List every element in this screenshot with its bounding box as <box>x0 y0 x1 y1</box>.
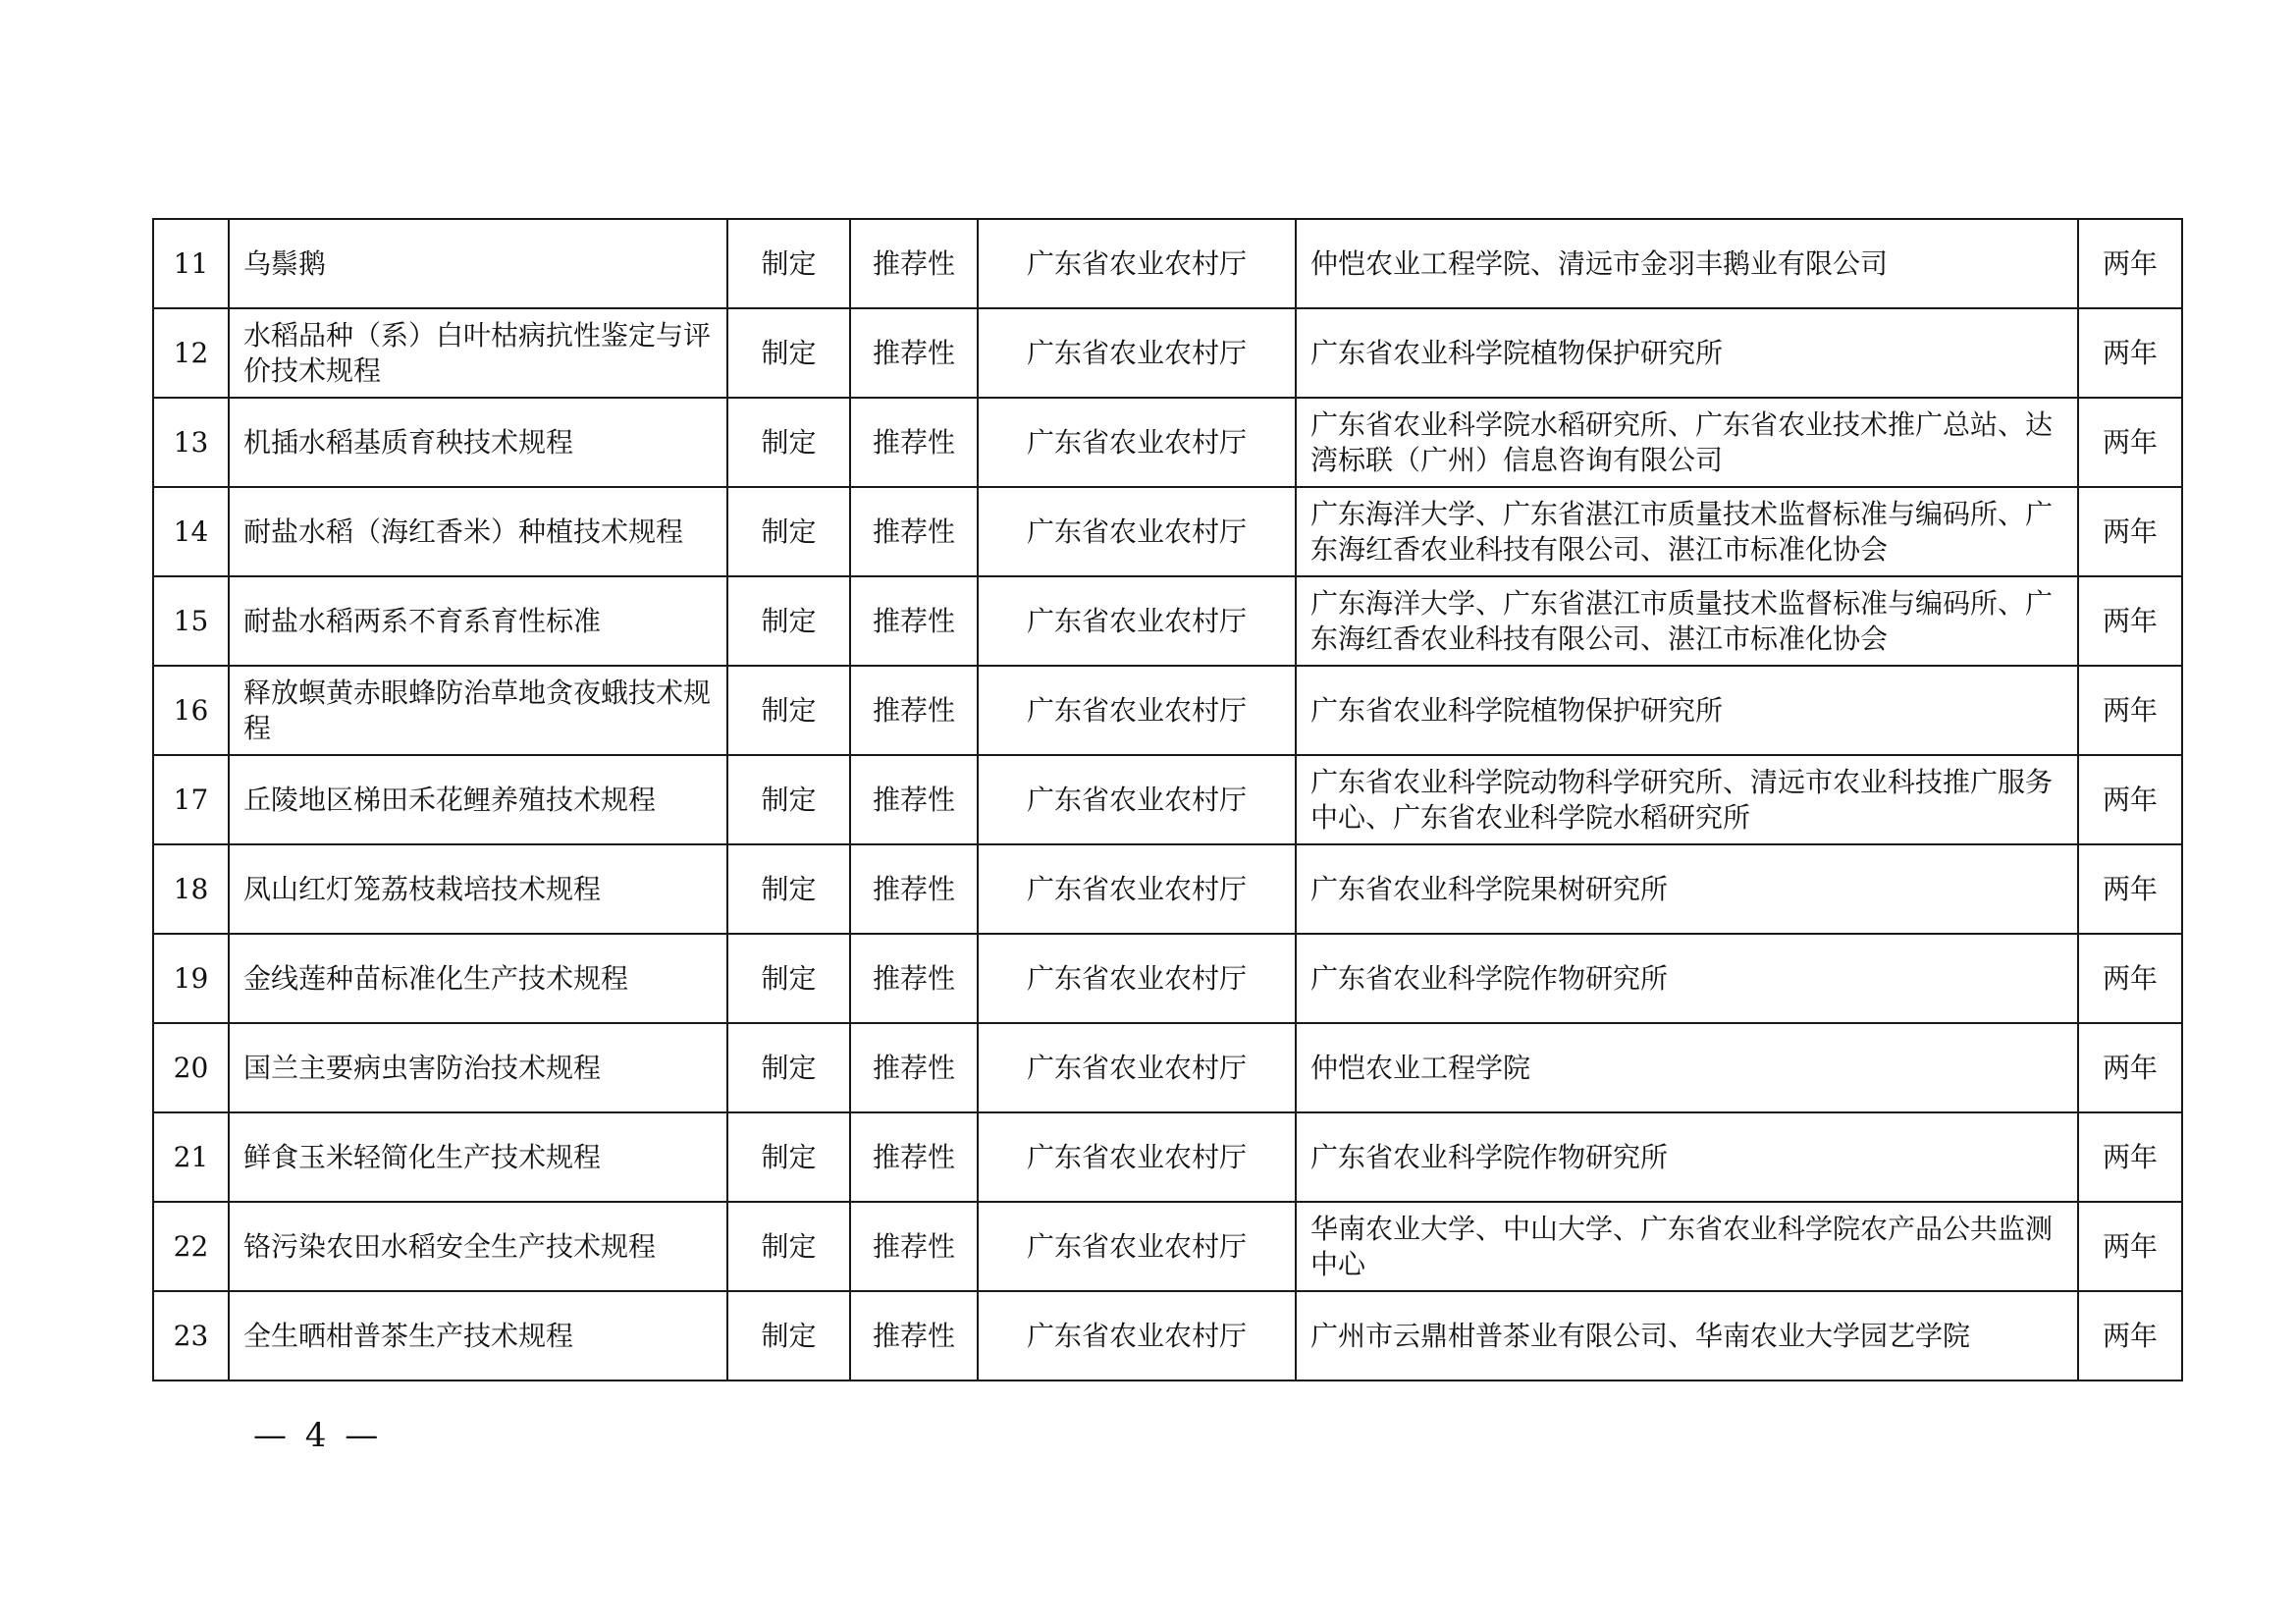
cell-department: 广东省农业农村厅 <box>978 755 1296 844</box>
table-row <box>153 487 2182 576</box>
cell-number: 22 <box>153 1202 229 1291</box>
cell-department: 广东省农业农村厅 <box>978 1202 1296 1291</box>
table-row <box>153 398 2182 487</box>
cell-number: 17 <box>153 755 229 844</box>
cell-period: 两年 <box>2078 576 2182 666</box>
cell-period: 两年 <box>2078 308 2182 398</box>
cell-project-type: 制定 <box>727 1023 850 1112</box>
table-row <box>153 1112 2182 1202</box>
cell-department: 广东省农业农村厅 <box>978 1023 1296 1112</box>
cell-department: 广东省农业农村厅 <box>978 576 1296 666</box>
cell-standard-name: 全生晒柑普茶生产技术规程 <box>229 1291 727 1380</box>
standards-table <box>152 218 2183 1381</box>
cell-project-type: 制定 <box>727 934 850 1023</box>
cell-nature: 推荐性 <box>850 219 978 308</box>
cell-nature: 推荐性 <box>850 844 978 934</box>
table-row <box>153 755 2182 844</box>
cell-drafting-units: 广东省农业科学院作物研究所 <box>1296 934 2078 1023</box>
cell-department: 广东省农业农村厅 <box>978 398 1296 487</box>
cell-drafting-units: 华南农业大学、中山大学、广东省农业科学院农产品公共监测中心 <box>1296 1202 2078 1291</box>
cell-nature: 推荐性 <box>850 487 978 576</box>
cell-project-type: 制定 <box>727 755 850 844</box>
cell-period: 两年 <box>2078 844 2182 934</box>
cell-period: 两年 <box>2078 398 2182 487</box>
cell-standard-name: 金线莲种苗标准化生产技术规程 <box>229 934 727 1023</box>
cell-project-type: 制定 <box>727 308 850 398</box>
cell-standard-name: 水稻品种（系）白叶枯病抗性鉴定与评价技术规程 <box>229 308 727 398</box>
cell-project-type: 制定 <box>727 1291 850 1380</box>
cell-project-type: 制定 <box>727 398 850 487</box>
cell-standard-name: 凤山红灯笼荔枝栽培技术规程 <box>229 844 727 934</box>
cell-standard-name: 耐盐水稻（海红香米）种植技术规程 <box>229 487 727 576</box>
cell-project-type: 制定 <box>727 844 850 934</box>
table-row <box>153 1291 2182 1380</box>
cell-department: 广东省农业农村厅 <box>978 1112 1296 1202</box>
cell-drafting-units: 仲恺农业工程学院、清远市金羽丰鹅业有限公司 <box>1296 219 2078 308</box>
cell-drafting-units: 广东省农业科学院果树研究所 <box>1296 844 2078 934</box>
table-body <box>153 219 2182 1380</box>
cell-number: 12 <box>153 308 229 398</box>
cell-standard-name: 乌鬃鹅 <box>229 219 727 308</box>
cell-project-type: 制定 <box>727 576 850 666</box>
cell-nature: 推荐性 <box>850 1112 978 1202</box>
cell-project-type: 制定 <box>727 219 850 308</box>
cell-number: 23 <box>153 1291 229 1380</box>
cell-nature: 推荐性 <box>850 1291 978 1380</box>
cell-nature: 推荐性 <box>850 1202 978 1291</box>
cell-nature: 推荐性 <box>850 1023 978 1112</box>
cell-department: 广东省农业农村厅 <box>978 1291 1296 1380</box>
cell-nature: 推荐性 <box>850 576 978 666</box>
cell-standard-name: 释放螟黄赤眼蜂防治草地贪夜蛾技术规程 <box>229 666 727 755</box>
cell-number: 15 <box>153 576 229 666</box>
table-row <box>153 219 2182 308</box>
cell-department: 广东省农业农村厅 <box>978 219 1296 308</box>
cell-standard-name: 耐盐水稻两系不育系育性标准 <box>229 576 727 666</box>
cell-period: 两年 <box>2078 755 2182 844</box>
cell-drafting-units: 仲恺农业工程学院 <box>1296 1023 2078 1112</box>
cell-project-type: 制定 <box>727 666 850 755</box>
cell-nature: 推荐性 <box>850 755 978 844</box>
table-row <box>153 576 2182 666</box>
cell-drafting-units: 广东海洋大学、广东省湛江市质量技术监督标准与编码所、广东海红香农业科技有限公司、湛江市标准化协会 <box>1296 576 2078 666</box>
cell-period: 两年 <box>2078 934 2182 1023</box>
cell-period: 两年 <box>2078 1112 2182 1202</box>
cell-number: 18 <box>153 844 229 934</box>
cell-department: 广东省农业农村厅 <box>978 844 1296 934</box>
cell-number: 14 <box>153 487 229 576</box>
cell-nature: 推荐性 <box>850 934 978 1023</box>
cell-department: 广东省农业农村厅 <box>978 934 1296 1023</box>
table-row <box>153 934 2182 1023</box>
page-number: — 4 — <box>253 1416 383 1455</box>
cell-period: 两年 <box>2078 1202 2182 1291</box>
cell-number: 20 <box>153 1023 229 1112</box>
cell-period: 两年 <box>2078 487 2182 576</box>
cell-standard-name: 机插水稻基质育秧技术规程 <box>229 398 727 487</box>
cell-number: 16 <box>153 666 229 755</box>
cell-standard-name: 丘陵地区梯田禾花鲤养殖技术规程 <box>229 755 727 844</box>
cell-drafting-units: 广东省农业科学院植物保护研究所 <box>1296 666 2078 755</box>
cell-department: 广东省农业农村厅 <box>978 487 1296 576</box>
cell-drafting-units: 广州市云鼎柑普茶业有限公司、华南农业大学园艺学院 <box>1296 1291 2078 1380</box>
cell-standard-name: 鲜食玉米轻简化生产技术规程 <box>229 1112 727 1202</box>
cell-drafting-units: 广东省农业科学院动物科学研究所、清远市农业科技推广服务中心、广东省农业科学院水稻研究所 <box>1296 755 2078 844</box>
cell-department: 广东省农业农村厅 <box>978 666 1296 755</box>
cell-nature: 推荐性 <box>850 398 978 487</box>
cell-period: 两年 <box>2078 1023 2182 1112</box>
cell-drafting-units: 广东省农业科学院水稻研究所、广东省农业技术推广总站、达湾标联（广州）信息咨询有限公司 <box>1296 398 2078 487</box>
cell-number: 19 <box>153 934 229 1023</box>
table-row <box>153 308 2182 398</box>
cell-number: 13 <box>153 398 229 487</box>
table-row <box>153 666 2182 755</box>
table-row <box>153 1202 2182 1291</box>
cell-nature: 推荐性 <box>850 308 978 398</box>
cell-period: 两年 <box>2078 666 2182 755</box>
cell-nature: 推荐性 <box>850 666 978 755</box>
cell-number: 11 <box>153 219 229 308</box>
cell-project-type: 制定 <box>727 487 850 576</box>
table-row <box>153 844 2182 934</box>
table-row <box>153 1023 2182 1112</box>
cell-drafting-units: 广东海洋大学、广东省湛江市质量技术监督标准与编码所、广东海红香农业科技有限公司、湛江市标准化协会 <box>1296 487 2078 576</box>
cell-project-type: 制定 <box>727 1202 850 1291</box>
cell-number: 21 <box>153 1112 229 1202</box>
cell-period: 两年 <box>2078 1291 2182 1380</box>
cell-project-type: 制定 <box>727 1112 850 1202</box>
cell-department: 广东省农业农村厅 <box>978 308 1296 398</box>
cell-standard-name: 铬污染农田水稻安全生产技术规程 <box>229 1202 727 1291</box>
cell-drafting-units: 广东省农业科学院作物研究所 <box>1296 1112 2078 1202</box>
cell-drafting-units: 广东省农业科学院植物保护研究所 <box>1296 308 2078 398</box>
cell-standard-name: 国兰主要病虫害防治技术规程 <box>229 1023 727 1112</box>
cell-period: 两年 <box>2078 219 2182 308</box>
